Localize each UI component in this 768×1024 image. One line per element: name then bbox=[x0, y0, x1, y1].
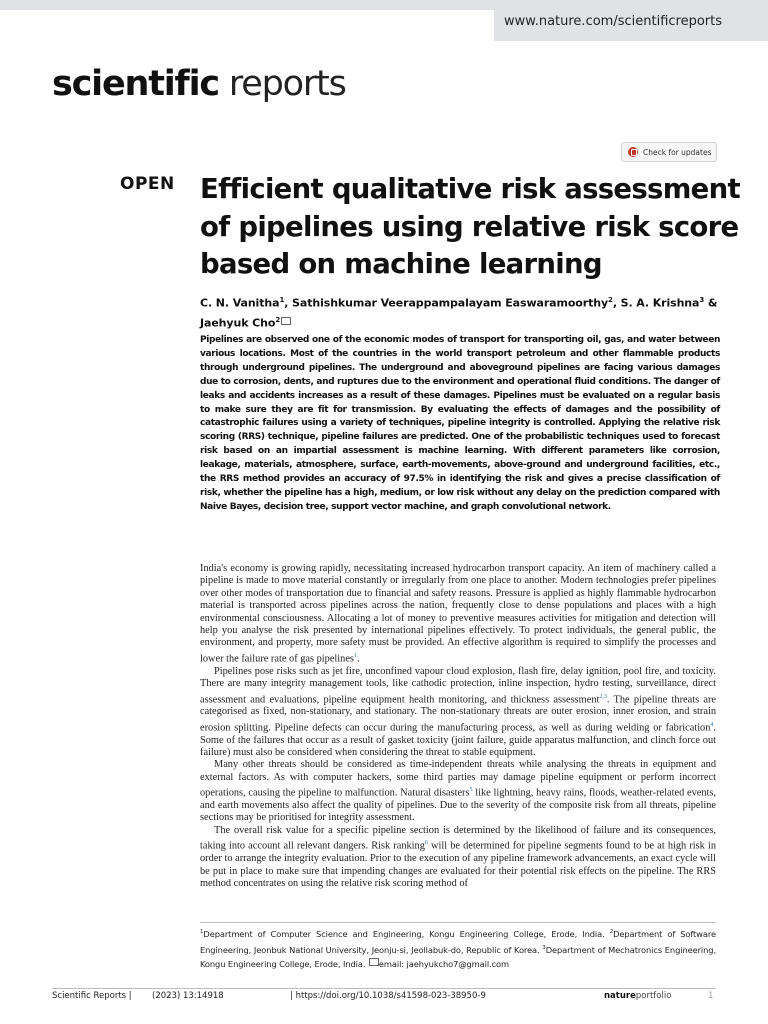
author-list: C. N. Vanitha$^1$, Sathishkumar Veerappampalayam Easwaramoorthy$^2$, S. A. Krishna$^3$ & Jaehyuk Cho$^2$ bbox=[200, 296, 718, 330]
page-number: 1 bbox=[708, 991, 714, 1001]
author-name[interactable]: S. A. Krishna bbox=[620, 296, 700, 310]
affiliations: $^1$Department of Computer Science and Engineering, Kongu Engineering College, Erode, India. $^2$Department of Software Engineering, Jeonbuk National University, Jeonju-si, Jeollabuk-do, Republic of Korea. $^3$Department of Mechatronics Engineering, Kongu Engineering College, Erode, India. email: jaehyukcho7@gmail.com bbox=[200, 928, 716, 969]
article-title: Efficient qualitative risk assessment of pipelines using relative risk score based on machine learning bbox=[200, 173, 740, 280]
paragraph: Many other threats should be considered as time-independent threats while analysing the threats in equipment and external factors. As with computer hackers, some third parties may damage pipeline equipment or perform incorrect operations, causing the pipeline to malfunction. Natural disasters$^5$ like lightning, heavy rains, floods, weather-related events, and earth movements also affect the quality of pipelines. Due to the severity of the composite risk from all threats, pipeline sections may be prioritised for integrity assessment. bbox=[200, 759, 716, 824]
paragraph: Pipelines pose risks such as jet fire, unconfined vapour cloud explosion, flash fire, delay ignition, pool fire, and toxicity. There are many integrity management tools, like cathodic protection, inline inspection, hydro testing, surveillance, direct assessment and evaluations, pipeline equipment health monitoring, and thickness assessment$^{2,3}$. The pipeline threats are categorised as fixed, non-stationary, and stationary. The non-stationary threats are outer erosion, inner erosion, and strain erosion splitting. Pipeline defects can occur during the manufacturing process, as well as during welding or fabrication$^4$. Some of the failures that occur as a result of gasket toxicity (joint failure, guide apparatus malfunction, and clinch force out failure) must also be considered when considering the threat to stable equipment. bbox=[200, 665, 717, 758]
article-body bbox=[200, 563, 716, 890]
affiliation-ref: 1 bbox=[279, 296, 285, 304]
crossmark-icon bbox=[628, 147, 638, 157]
citation-link[interactable]: 1 bbox=[353, 652, 357, 659]
citation-link[interactable]: 5 bbox=[469, 787, 473, 794]
affiliation-ref: 2 bbox=[275, 315, 281, 324]
author-name[interactable]: Sathishkumar Veerappampalayam Easwaramoorthy bbox=[292, 296, 609, 310]
footer-doi-link[interactable]: | https://doi.org/10.1038/s41598-023-38950-9 bbox=[290, 991, 486, 1001]
citation-link[interactable]: 6 bbox=[424, 840, 428, 847]
author-name[interactable]: C. N. Vanitha bbox=[200, 296, 280, 310]
email-icon[interactable] bbox=[281, 317, 291, 325]
citation-link[interactable]: 4 bbox=[710, 721, 714, 728]
check-for-updates-label: Check for updates bbox=[643, 147, 712, 157]
open-access-label: OPEN bbox=[120, 174, 175, 194]
affiliation-divider bbox=[200, 922, 716, 923]
author-name[interactable]: Jaehyuk Cho bbox=[200, 316, 276, 330]
affiliation-ref: 3 bbox=[699, 296, 705, 304]
affiliation-ref: 2 bbox=[608, 296, 613, 304]
publisher-logo: natureportfolio bbox=[604, 991, 672, 1001]
footer-divider bbox=[52, 988, 716, 989]
paragraph: India's economy is growing rapidly, necessitating increased hydrocarbon transport capacity. An item of machinery called a pipeline is made to move material constantly or irregularly from one place to another. Modern technologies prefer pipelines over other modes of transportation due to financial and safety reasons. Pressure is applied as highly flammable hydrocarbon material is transported across pipelines across the nation, frequently close to dense populations and places with a high environmental consciousness. Allocating a lot of money to preventive measures activities for mitigation and detection will help you analyse the risk presented by international pipelines effectively. To protect individuals, the general public, the environment, and property, more safety must be provided. An effective algorithm is required to simplify the processes and lower the failure rate of gas pipelines$^1$. bbox=[200, 563, 716, 665]
footer-citation: (2023) 13:14918 bbox=[152, 991, 224, 1001]
citation-link[interactable]: 2,3 bbox=[599, 693, 607, 700]
email-icon bbox=[369, 958, 379, 966]
paragraph: The overall risk value for a specific pipeline section is determined by the likelihood of failure and its consequences, taking into account all relevant dangers. Risk ranking$^6$ will be determined for pipeline segments found to be at high risk in order to arrange the integrity evaluation. Prior to the execution of any pipeline framework advancements, an exact cycle will be put in place to make sure that impending changes are evaluated for their potential risk effects on the pipeline. The RRS method concentrates on using the relative risk scoring method of bbox=[200, 824, 716, 889]
check-for-updates-button[interactable] bbox=[621, 142, 717, 162]
footer-journal: Scientific Reports | bbox=[52, 991, 132, 1001]
journal-logo[interactable] bbox=[52, 64, 346, 104]
abstract: Pipelines are observed one of the economic modes of transport for transporting oil, gas, and water between various locations. Most of the countries in the world transport petroleum and other flammable products through underground pipelines. The underground and aboveground pipelines are facing various damages due to corrosion, dents, and ruptures due to the environment and operational fluid conditions. The danger of leaks and accidents increases as a result of these damages. Pipelines must be evaluated on a regular basis to make sure they are fit for transmission. By evaluating the effects of damages and the possibility of catastrophic failures using a variety of techniques, pipeline integrity is controlled. Applying the relative risk scoring (RRS) technique, pipeline failures are predicted. One of the probabilistic techniques used to forecast risk based on an impartial assessment is machine learning. With different parameters like corrosion, leakage, materials, atmosphere, surface, earth-movements, above-ground and underground facilities, etc., the RRS method provides an accuracy of 97.5% in identifying the risk and gives a precise classification of risk, whether the pipeline has a high, medium, or low risk without any delay on the prediction compared with Naive Bayes, decision tree, support vector machine, and graph convolutional network. bbox=[200, 335, 720, 512]
corresponding-email[interactable]: email: jaehyukcho7@gmail.com bbox=[378, 958, 510, 969]
journal-name-bold: scientific bbox=[52, 64, 219, 104]
journal-name-light: reports bbox=[228, 64, 346, 104]
journal-url[interactable]: www.nature.com/scientificreports bbox=[504, 14, 723, 29]
